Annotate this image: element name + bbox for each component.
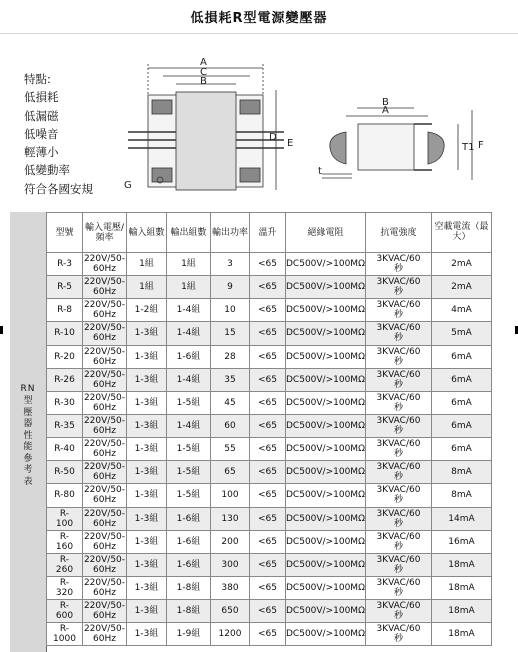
cell-input-voltage: 220V/50- 60Hz bbox=[83, 601, 126, 622]
cell-model: R-40 bbox=[47, 438, 83, 461]
cell-output-groups: 1-4組 bbox=[167, 368, 211, 391]
cell-dielectric: 3KVAC/60 秒 bbox=[365, 576, 431, 599]
cell-model: R- 600 bbox=[47, 600, 83, 623]
cell-output-groups: 1-5組 bbox=[167, 438, 211, 461]
cell-insulation: DC500V/>100MΩ bbox=[286, 276, 366, 299]
cell-temp-rise: <65 bbox=[250, 345, 286, 368]
cell-dielectric: 3KVAC/60 秒 bbox=[365, 530, 431, 553]
cell-input-voltage: 220V/50- 60Hz bbox=[83, 416, 126, 437]
cell-temp-rise: <65 bbox=[250, 600, 286, 623]
cell-input-voltage: 220V/50- 60Hz bbox=[83, 624, 126, 645]
cell-output-power: 650 bbox=[211, 600, 250, 623]
cell-noload-current: 2mA bbox=[431, 253, 491, 276]
cell-model: R- 260 bbox=[47, 553, 83, 576]
cell-input-groups: 1-3組 bbox=[127, 391, 167, 414]
cell-insulation: DC500V/>100MΩ bbox=[286, 438, 366, 461]
cell-temp-rise: <65 bbox=[250, 322, 286, 345]
cell-output-power: 200 bbox=[211, 530, 250, 553]
cell-model: R-35 bbox=[47, 414, 83, 437]
cell-output-power: 380 bbox=[211, 576, 250, 599]
cell-output-power: 55 bbox=[211, 438, 250, 461]
cell-temp-rise: <65 bbox=[250, 299, 286, 322]
cell-dielectric: 3KVAC/60 秒 bbox=[365, 322, 431, 345]
cell-input-voltage: 220V/50- 60Hz bbox=[83, 554, 126, 575]
dim-label-b: B bbox=[200, 76, 207, 87]
cell-dielectric: 3KVAC/60 秒 bbox=[365, 345, 431, 368]
spec-table bbox=[46, 212, 492, 646]
header-noload-current: 空載電流（最大） bbox=[431, 213, 491, 253]
cell-dielectric: 3KVAC/60 秒 bbox=[365, 253, 431, 276]
cell-output-power: 130 bbox=[211, 507, 250, 530]
cell-input-voltage: 220V/50- 60Hz bbox=[83, 300, 126, 321]
cell-dielectric: 3KVAC/60 秒 bbox=[365, 276, 431, 299]
cell-dielectric: 3KVAC/60 秒 bbox=[365, 623, 431, 646]
cell-input-voltage: 220V/50- 60Hz bbox=[83, 392, 126, 413]
cell-input-voltage: 220V/50- 60Hz bbox=[83, 578, 126, 599]
table-row bbox=[47, 253, 492, 276]
cell-insulation: DC500V/>100MΩ bbox=[286, 623, 366, 646]
cell-output-power: 45 bbox=[211, 391, 250, 414]
cell-model: R-8 bbox=[47, 299, 83, 322]
diagram-drawing bbox=[0, 40, 518, 200]
cell-output-power: 15 bbox=[211, 322, 250, 345]
cell-output-groups: 1-6組 bbox=[167, 345, 211, 368]
cell-output-groups: 1-9組 bbox=[167, 623, 211, 646]
edge-marker-left bbox=[0, 326, 3, 334]
dim-label-e: E bbox=[287, 138, 294, 149]
cell-temp-rise: <65 bbox=[250, 507, 286, 530]
header-output-groups: 輸出組數 bbox=[167, 213, 211, 253]
cell-output-groups: 1組 bbox=[167, 253, 211, 276]
cell-model: R-26 bbox=[47, 368, 83, 391]
table-row bbox=[47, 576, 492, 599]
cell-temp-rise: <65 bbox=[250, 414, 286, 437]
cell-output-groups: 1-6組 bbox=[167, 507, 211, 530]
title-divider bbox=[0, 33, 518, 34]
feature-item: 低噪音 bbox=[24, 126, 59, 141]
cell-input-groups: 1-3組 bbox=[127, 530, 167, 553]
cell-output-power: 300 bbox=[211, 553, 250, 576]
table-row bbox=[47, 345, 492, 368]
cell-input-groups: 1-3組 bbox=[127, 576, 167, 599]
cell-input-groups: 1-3組 bbox=[127, 600, 167, 623]
cell-input-voltage: 220V/50- 60Hz bbox=[83, 254, 126, 275]
cell-output-groups: 1組 bbox=[167, 276, 211, 299]
cell-insulation: DC500V/>100MΩ bbox=[286, 253, 366, 276]
cell-noload-current: 18mA bbox=[431, 600, 491, 623]
cell-noload-current: 6mA bbox=[431, 391, 491, 414]
side-dim-label-t1: T1 bbox=[462, 142, 475, 153]
table-row bbox=[47, 484, 492, 507]
side-dim-label-a: A bbox=[382, 105, 389, 116]
cell-output-power: 3 bbox=[211, 253, 250, 276]
cell-input-groups: 1-3組 bbox=[127, 507, 167, 530]
cell-dielectric: 3KVAC/60 秒 bbox=[365, 414, 431, 437]
cell-noload-current: 16mA bbox=[431, 530, 491, 553]
transformer-dimension-diagram bbox=[0, 40, 518, 200]
cell-insulation: DC500V/>100MΩ bbox=[286, 414, 366, 437]
cell-temp-rise: <65 bbox=[250, 391, 286, 414]
cell-dielectric: 3KVAC/60 秒 bbox=[365, 600, 431, 623]
cell-insulation: DC500V/>100MΩ bbox=[286, 600, 366, 623]
feature-item: 低漏磁 bbox=[24, 108, 59, 123]
table-row bbox=[47, 276, 492, 299]
cell-input-groups: 1-3組 bbox=[127, 414, 167, 437]
cell-output-groups: 1-4組 bbox=[167, 414, 211, 437]
table-row bbox=[47, 368, 492, 391]
cell-insulation: DC500V/>100MΩ bbox=[286, 530, 366, 553]
cell-insulation: DC500V/>100MΩ bbox=[286, 484, 366, 507]
dim-label-c: C bbox=[200, 67, 207, 78]
cell-dielectric: 3KVAC/60 秒 bbox=[365, 507, 431, 530]
page-title: 低損耗R型電源變壓器 bbox=[190, 11, 328, 26]
cell-noload-current: 2mA bbox=[431, 276, 491, 299]
cell-noload-current: 6mA bbox=[431, 414, 491, 437]
cell-noload-current: 5mA bbox=[431, 322, 491, 345]
cell-insulation: DC500V/>100MΩ bbox=[286, 368, 366, 391]
cell-dielectric: 3KVAC/60 秒 bbox=[365, 391, 431, 414]
cell-output-power: 65 bbox=[211, 461, 250, 484]
header-insulation: 絕緣電阻 bbox=[286, 213, 366, 253]
cell-input-voltage: 220V/50- 60Hz bbox=[83, 508, 126, 529]
cell-input-groups: 1-3組 bbox=[127, 553, 167, 576]
cell-insulation: DC500V/>100MΩ bbox=[286, 345, 366, 368]
cell-output-power: 35 bbox=[211, 368, 250, 391]
dim-label-d: D bbox=[269, 132, 277, 143]
side-dim-label-t: t bbox=[318, 166, 322, 177]
header-input-voltage: 輸入電壓/頻率 bbox=[83, 213, 127, 253]
cell-dielectric: 3KVAC/60 秒 bbox=[365, 461, 431, 484]
cell-dielectric: 3KVAC/60 秒 bbox=[365, 299, 431, 322]
cell-output-groups: 1-6組 bbox=[167, 530, 211, 553]
cell-dielectric: 3KVAC/60 秒 bbox=[365, 553, 431, 576]
cell-noload-current: 18mA bbox=[431, 553, 491, 576]
cell-noload-current: 4mA bbox=[431, 299, 491, 322]
cell-input-voltage: 220V/50- 60Hz bbox=[83, 277, 126, 298]
table-row bbox=[47, 461, 492, 484]
table-row bbox=[47, 553, 492, 576]
cell-output-power: 10 bbox=[211, 299, 250, 322]
table-row bbox=[47, 414, 492, 437]
cell-noload-current: 6mA bbox=[431, 345, 491, 368]
cell-output-groups: 1-4組 bbox=[167, 322, 211, 345]
cell-model: R-3 bbox=[47, 253, 83, 276]
table-row bbox=[47, 600, 492, 623]
cell-model: R-10 bbox=[47, 322, 83, 345]
feature-item: 輕薄小 bbox=[24, 145, 59, 160]
cell-output-groups: 1-6組 bbox=[167, 553, 211, 576]
cell-temp-rise: <65 bbox=[250, 368, 286, 391]
cell-output-groups: 1-8組 bbox=[167, 576, 211, 599]
cell-output-power: 9 bbox=[211, 276, 250, 299]
cell-output-groups: 1-8組 bbox=[167, 600, 211, 623]
cell-insulation: DC500V/>100MΩ bbox=[286, 391, 366, 414]
cell-dielectric: 3KVAC/60 秒 bbox=[365, 438, 431, 461]
table-side-caption bbox=[10, 212, 47, 652]
features-heading: 特點: bbox=[24, 72, 51, 86]
cell-input-groups: 1組 bbox=[127, 253, 167, 276]
table-header-row bbox=[47, 213, 492, 253]
cell-output-groups: 1-5組 bbox=[167, 391, 211, 414]
cell-insulation: DC500V/>100MΩ bbox=[286, 322, 366, 345]
cell-input-voltage: 220V/50- 60Hz bbox=[83, 439, 126, 460]
cell-model: R-30 bbox=[47, 391, 83, 414]
cell-temp-rise: <65 bbox=[250, 461, 286, 484]
cell-insulation: DC500V/>100MΩ bbox=[286, 553, 366, 576]
cell-insulation: DC500V/>100MΩ bbox=[286, 299, 366, 322]
table-row bbox=[47, 530, 492, 553]
cell-input-voltage: 220V/50- 60Hz bbox=[83, 531, 126, 552]
spec-table-body bbox=[47, 253, 492, 646]
cell-noload-current: 14mA bbox=[431, 507, 491, 530]
cell-input-groups: 1-3組 bbox=[127, 484, 167, 507]
table-row bbox=[47, 391, 492, 414]
cell-dielectric: 3KVAC/60 秒 bbox=[365, 368, 431, 391]
cell-noload-current: 18mA bbox=[431, 623, 491, 646]
header-input-groups: 輸入組數 bbox=[127, 213, 167, 253]
header-model: 型號 bbox=[47, 213, 83, 253]
cell-model: R- 100 bbox=[47, 507, 83, 530]
cell-temp-rise: <65 bbox=[250, 276, 286, 299]
cell-output-groups: 1-5組 bbox=[167, 484, 211, 507]
cell-temp-rise: <65 bbox=[250, 438, 286, 461]
cell-insulation: DC500V/>100MΩ bbox=[286, 576, 366, 599]
side-caption-text: 型壓器性能參考表 bbox=[23, 396, 33, 487]
cell-output-power: 60 bbox=[211, 414, 250, 437]
table-row bbox=[47, 507, 492, 530]
header-output-power: 輸出功率 bbox=[211, 213, 250, 253]
cell-input-groups: 1-3組 bbox=[127, 345, 167, 368]
cell-noload-current: 8mA bbox=[431, 484, 491, 507]
header-dielectric: 抗電強度 bbox=[365, 213, 431, 253]
cell-temp-rise: <65 bbox=[250, 553, 286, 576]
feature-item: 低損耗 bbox=[24, 90, 59, 105]
cell-input-voltage: 220V/50- 60Hz bbox=[83, 462, 126, 483]
table-row bbox=[47, 299, 492, 322]
feature-item: 符合各國安規 bbox=[24, 181, 93, 196]
dim-label-g: G bbox=[124, 180, 132, 191]
cell-input-groups: 1-3組 bbox=[127, 461, 167, 484]
table-row bbox=[47, 623, 492, 646]
dim-label-a: A bbox=[200, 57, 207, 68]
cell-noload-current: 8mA bbox=[431, 461, 491, 484]
cell-input-groups: 1-2組 bbox=[127, 299, 167, 322]
cell-dielectric: 3KVAC/60 秒 bbox=[365, 484, 431, 507]
cell-temp-rise: <65 bbox=[250, 623, 286, 646]
table-row bbox=[47, 438, 492, 461]
side-dim-label-f: F bbox=[478, 140, 484, 151]
cell-input-voltage: 220V/50- 60Hz bbox=[83, 346, 126, 367]
cell-model: R-20 bbox=[47, 345, 83, 368]
cell-insulation: DC500V/>100MΩ bbox=[286, 461, 366, 484]
cell-temp-rise: <65 bbox=[250, 530, 286, 553]
cell-model: R-80 bbox=[47, 484, 83, 507]
cell-model: R-5 bbox=[47, 276, 83, 299]
cell-output-power: 1200 bbox=[211, 623, 250, 646]
cell-output-power: 100 bbox=[211, 484, 250, 507]
cell-noload-current: 6mA bbox=[431, 438, 491, 461]
cell-input-groups: 1組 bbox=[127, 276, 167, 299]
cell-input-groups: 1-3組 bbox=[127, 322, 167, 345]
feature-item: 低變動率 bbox=[24, 163, 70, 178]
side-caption-rn: RN bbox=[20, 384, 36, 394]
cell-output-groups: 1-4組 bbox=[167, 299, 211, 322]
table-row bbox=[47, 322, 492, 345]
cell-input-voltage: 220V/50- 60Hz bbox=[83, 369, 126, 390]
cell-temp-rise: <65 bbox=[250, 253, 286, 276]
cell-input-groups: 1-3組 bbox=[127, 438, 167, 461]
cell-model: R- 1000 bbox=[47, 623, 83, 646]
cell-noload-current: 6mA bbox=[431, 368, 491, 391]
cell-input-voltage: 220V/50- 60Hz bbox=[83, 323, 126, 344]
header-temp-rise: 溫升 bbox=[250, 213, 286, 253]
cell-noload-current: 18mA bbox=[431, 576, 491, 599]
cell-input-groups: 1-3組 bbox=[127, 623, 167, 646]
cell-insulation: DC500V/>100MΩ bbox=[286, 507, 366, 530]
cell-input-voltage: 220V/50- 60Hz bbox=[83, 485, 126, 506]
cell-temp-rise: <65 bbox=[250, 576, 286, 599]
cell-model: R- 320 bbox=[47, 576, 83, 599]
cell-model: R- 160 bbox=[47, 530, 83, 553]
cell-output-power: 28 bbox=[211, 345, 250, 368]
cell-input-groups: 1-3組 bbox=[127, 368, 167, 391]
cell-output-groups: 1-5組 bbox=[167, 461, 211, 484]
side-dim-label-b: B bbox=[382, 97, 389, 108]
cell-model: R-50 bbox=[47, 461, 83, 484]
cell-temp-rise: <65 bbox=[250, 484, 286, 507]
